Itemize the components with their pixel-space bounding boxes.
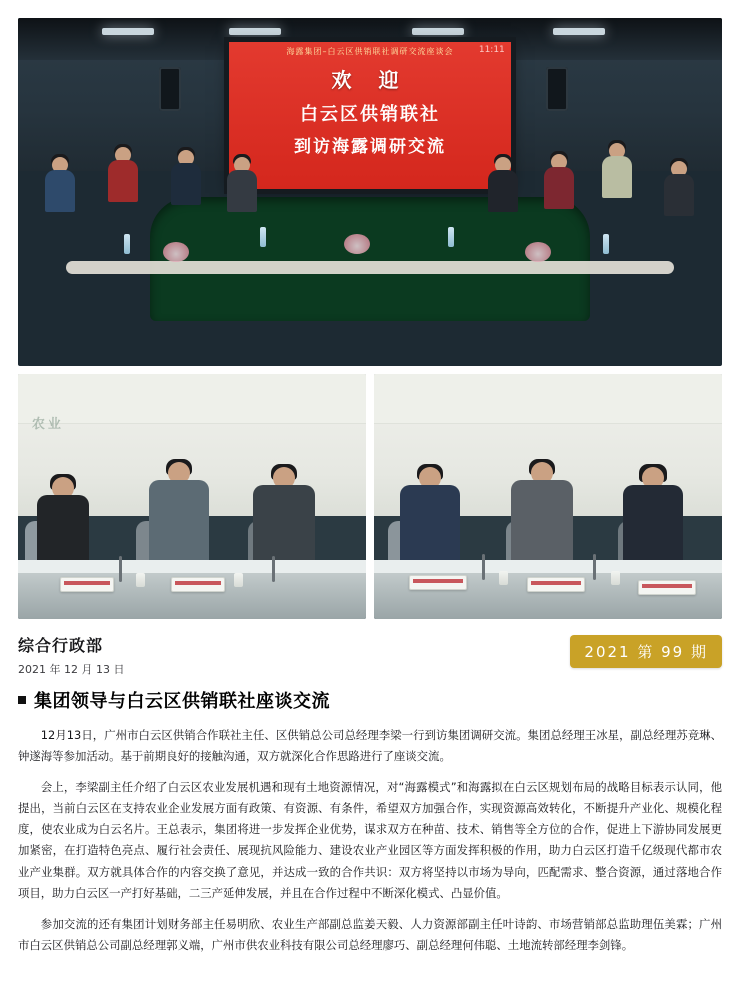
- microphone: [119, 556, 122, 582]
- torso: [602, 156, 632, 198]
- paragraph: 12月13日，广州市白云区供销合作联社主任、区供销总公司总经理李梁一行到访集团调研交流。集团总经理王冰星，副总经理苏竞琳、钟遂海等参加活动。基于前期良好的接触沟通，双方就深化合作思路进行了座谈交流。: [18, 728, 722, 764]
- attendee: [102, 147, 144, 211]
- water-bottle: [448, 227, 454, 247]
- table-surface: [374, 560, 722, 573]
- attendee: [166, 150, 206, 212]
- document-meta: [18, 633, 722, 679]
- torso: [108, 160, 138, 202]
- water-cup: [234, 573, 243, 587]
- table-inner-well: [150, 197, 590, 321]
- screen-org-line: 白云区供销联社: [299, 104, 440, 126]
- screen-visit-line: 到访海露调研交流: [293, 137, 446, 158]
- bullet-icon: [18, 696, 26, 704]
- torso: [544, 167, 574, 209]
- microphone: [272, 556, 275, 582]
- flower-arrangement: [163, 242, 189, 262]
- nameplate: [638, 580, 696, 595]
- attendee: [539, 154, 579, 216]
- attendee: [39, 157, 81, 219]
- photo-row: [18, 374, 722, 619]
- left-delegates-photo: [18, 374, 366, 619]
- torso: [171, 163, 201, 205]
- page-title: 集团领导与白云区供销联社座谈交流: [34, 691, 330, 712]
- nameplate: [60, 577, 114, 592]
- water-cup: [611, 571, 620, 585]
- wall-logo-text: 农业: [31, 417, 64, 433]
- table-surface: [18, 560, 366, 573]
- torso: [253, 485, 315, 569]
- screen-welcome-line: 欢 迎: [331, 68, 409, 93]
- speaker-icon: [159, 67, 181, 111]
- attendee: [506, 462, 578, 574]
- paragraph: 参加交流的还有集团计划财务部主任易明欣、农业生产部副总监姜天毅、人力资源部副主任叶诗韵、市场营销部总监助理伍美霖；广州市白云区供销总公司副总经理郭义端，广州市供农业科技有限公司总经理廖巧、副总经理何伟聪、土地流转部经理李剑锋。: [18, 916, 722, 952]
- department-name: 综合行政部: [18, 636, 104, 655]
- article-body: [18, 725, 722, 956]
- water-bottle: [124, 234, 130, 254]
- torso: [227, 170, 257, 212]
- screen-banner: 海露集团–白云区供销联社调研交流座谈会: [286, 47, 454, 57]
- attendee: [483, 157, 523, 219]
- water-cup: [499, 571, 508, 585]
- nameplate: [409, 575, 467, 590]
- torso: [488, 170, 518, 212]
- torso: [400, 485, 460, 569]
- torso: [623, 485, 683, 569]
- attendee: [222, 157, 262, 217]
- ceiling-light: [412, 28, 464, 35]
- attendee: [659, 161, 699, 223]
- wall-band: [374, 374, 722, 424]
- torso: [37, 495, 89, 569]
- torso: [45, 170, 75, 212]
- attendee: [143, 462, 215, 574]
- torso: [511, 480, 573, 566]
- conference-room-photo: [18, 18, 722, 366]
- issue-badge: 2021 第 99 期: [570, 635, 722, 668]
- ceiling-light: [102, 28, 154, 35]
- presentation-screen: [229, 42, 511, 188]
- wall-band: [18, 374, 366, 424]
- nameplate: [527, 577, 585, 592]
- ceiling-light: [229, 28, 281, 35]
- torso: [149, 480, 209, 566]
- headline: [18, 687, 722, 713]
- publish-date: 2021 年 12 月 13 日: [18, 663, 125, 676]
- microphone: [593, 554, 596, 580]
- attendee: [595, 143, 639, 211]
- water-bottle: [260, 227, 266, 247]
- torso: [664, 174, 694, 216]
- speaker-icon: [546, 67, 568, 111]
- table-edge: [66, 261, 675, 274]
- nameplate: [171, 577, 225, 592]
- paragraph: 会上，李梁副主任介绍了白云区农业发展机遇和现有土地资源情况，对“海露模式”和海露拟在白云区规划布局的战略目标表示认同，他提出，当前白云区在支持农业企业发展方面有政策、有资源、有条件，希望双方加强合作，实现资源高效转化，不断提升产业化、规模化程度，使农业成为白云名片。王总表示，集团将进一步发挥企业优势，谋求双方在种苗、技术、销售等全方位的合作，促进上下游协同发展更加紧密，在打造特色亮点、履行社会责任、展现抗风险能力、建设农业产业园区等方面发挥积极的作用，助力白云区打造千亿级现代都市农业产业集群。双方就具体合作的内容交换了意见，并达成一致的合作共识：双方将坚持以市场为导向，匹配需求、整合资源，通过落地合作项目，助力白云区一产打好基础，二三产延伸发展，并且在合作过程中不断深化模式、凸显价值。: [18, 780, 722, 900]
- microphone: [482, 554, 485, 580]
- screen-clock: 11:11: [478, 45, 505, 56]
- ceiling-light: [553, 28, 605, 35]
- water-bottle: [603, 234, 609, 254]
- right-delegates-photo: [374, 374, 722, 619]
- water-cup: [136, 573, 145, 587]
